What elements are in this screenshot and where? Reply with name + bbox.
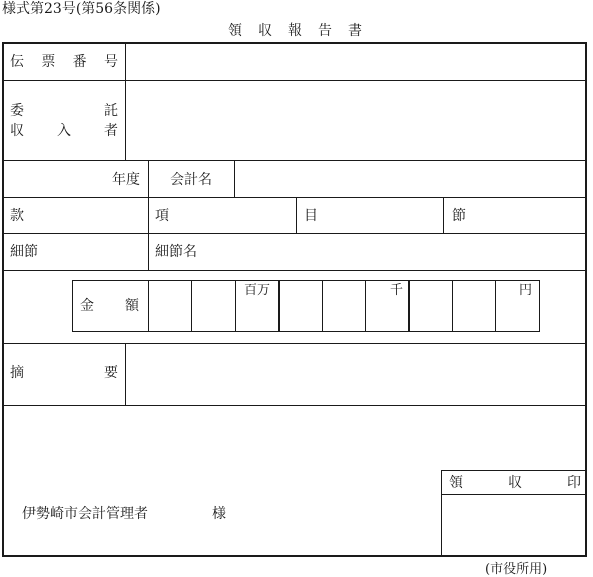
form-number: 様式第23号(第56条関係)	[2, 1, 161, 17]
consignee-label-line1: 委 託	[10, 103, 118, 119]
saisetsu-name-label: 細節名	[155, 244, 197, 260]
slip-number-field[interactable]	[127, 44, 585, 79]
amount-digit-cell[interactable]	[149, 281, 191, 331]
column-divider	[148, 160, 149, 270]
column-divider	[125, 343, 126, 405]
summary-field[interactable]	[127, 345, 585, 404]
row-divider	[2, 270, 587, 271]
amount-digit-cell[interactable]	[496, 281, 539, 331]
amount-digit-cell[interactable]	[366, 281, 408, 331]
form-title: 領 収 報 告 書	[228, 23, 363, 39]
unit-thousand-label: 千	[390, 283, 404, 298]
kan-label: 款	[10, 208, 24, 224]
row-divider	[2, 197, 587, 198]
amount-digit-cell[interactable]	[453, 281, 495, 331]
amount-digit-cell[interactable]	[236, 281, 278, 331]
row-divider	[2, 405, 587, 406]
column-divider	[234, 160, 235, 197]
moku-field[interactable]	[322, 199, 441, 232]
row-divider	[2, 343, 587, 344]
slip-number-label: 伝 票 番 号	[10, 54, 118, 70]
amount-digit-cell[interactable]	[323, 281, 365, 331]
receipt-seal-label: 領 収 印	[449, 475, 581, 491]
saisetsu-name-field[interactable]	[204, 235, 585, 269]
row-divider	[2, 160, 587, 161]
summary-label: 摘 要	[10, 365, 118, 381]
setsu-field[interactable]	[470, 199, 585, 232]
honorific-text: 様	[212, 506, 226, 522]
receipt-seal-area[interactable]	[443, 496, 585, 555]
consignee-field[interactable]	[127, 82, 585, 159]
kou-field[interactable]	[172, 199, 294, 232]
amount-digit-cell[interactable]	[192, 281, 235, 331]
amount-digit-cell[interactable]	[410, 281, 452, 331]
kou-label: 項	[155, 208, 169, 224]
office-use-label: (市役所用)	[485, 562, 548, 577]
row-divider	[2, 80, 587, 81]
kan-field[interactable]	[30, 199, 146, 232]
amount-label: 金 額	[80, 298, 140, 314]
consignee-label-line2: 収 入 者	[10, 123, 118, 139]
addressee-text: 伊勢崎市会計管理者	[22, 506, 148, 522]
column-divider	[443, 197, 444, 233]
row-divider	[2, 233, 587, 234]
moku-label: 目	[304, 208, 318, 224]
unit-yen-label: 円	[519, 283, 533, 298]
account-name-field[interactable]	[236, 162, 585, 196]
column-divider	[125, 42, 126, 160]
setsu-label: 節	[452, 208, 466, 224]
account-name-label: 会計名	[170, 172, 212, 188]
saisetsu-label: 細節	[10, 244, 38, 260]
unit-million-label: 百万	[244, 283, 271, 298]
saisetsu-field[interactable]	[45, 235, 146, 269]
receipt-seal-divider	[441, 494, 587, 495]
fiscal-year-label: 年度	[112, 172, 140, 188]
column-divider	[296, 197, 297, 233]
amount-digit-cell[interactable]	[280, 281, 322, 331]
fiscal-year-field[interactable]	[4, 162, 108, 196]
